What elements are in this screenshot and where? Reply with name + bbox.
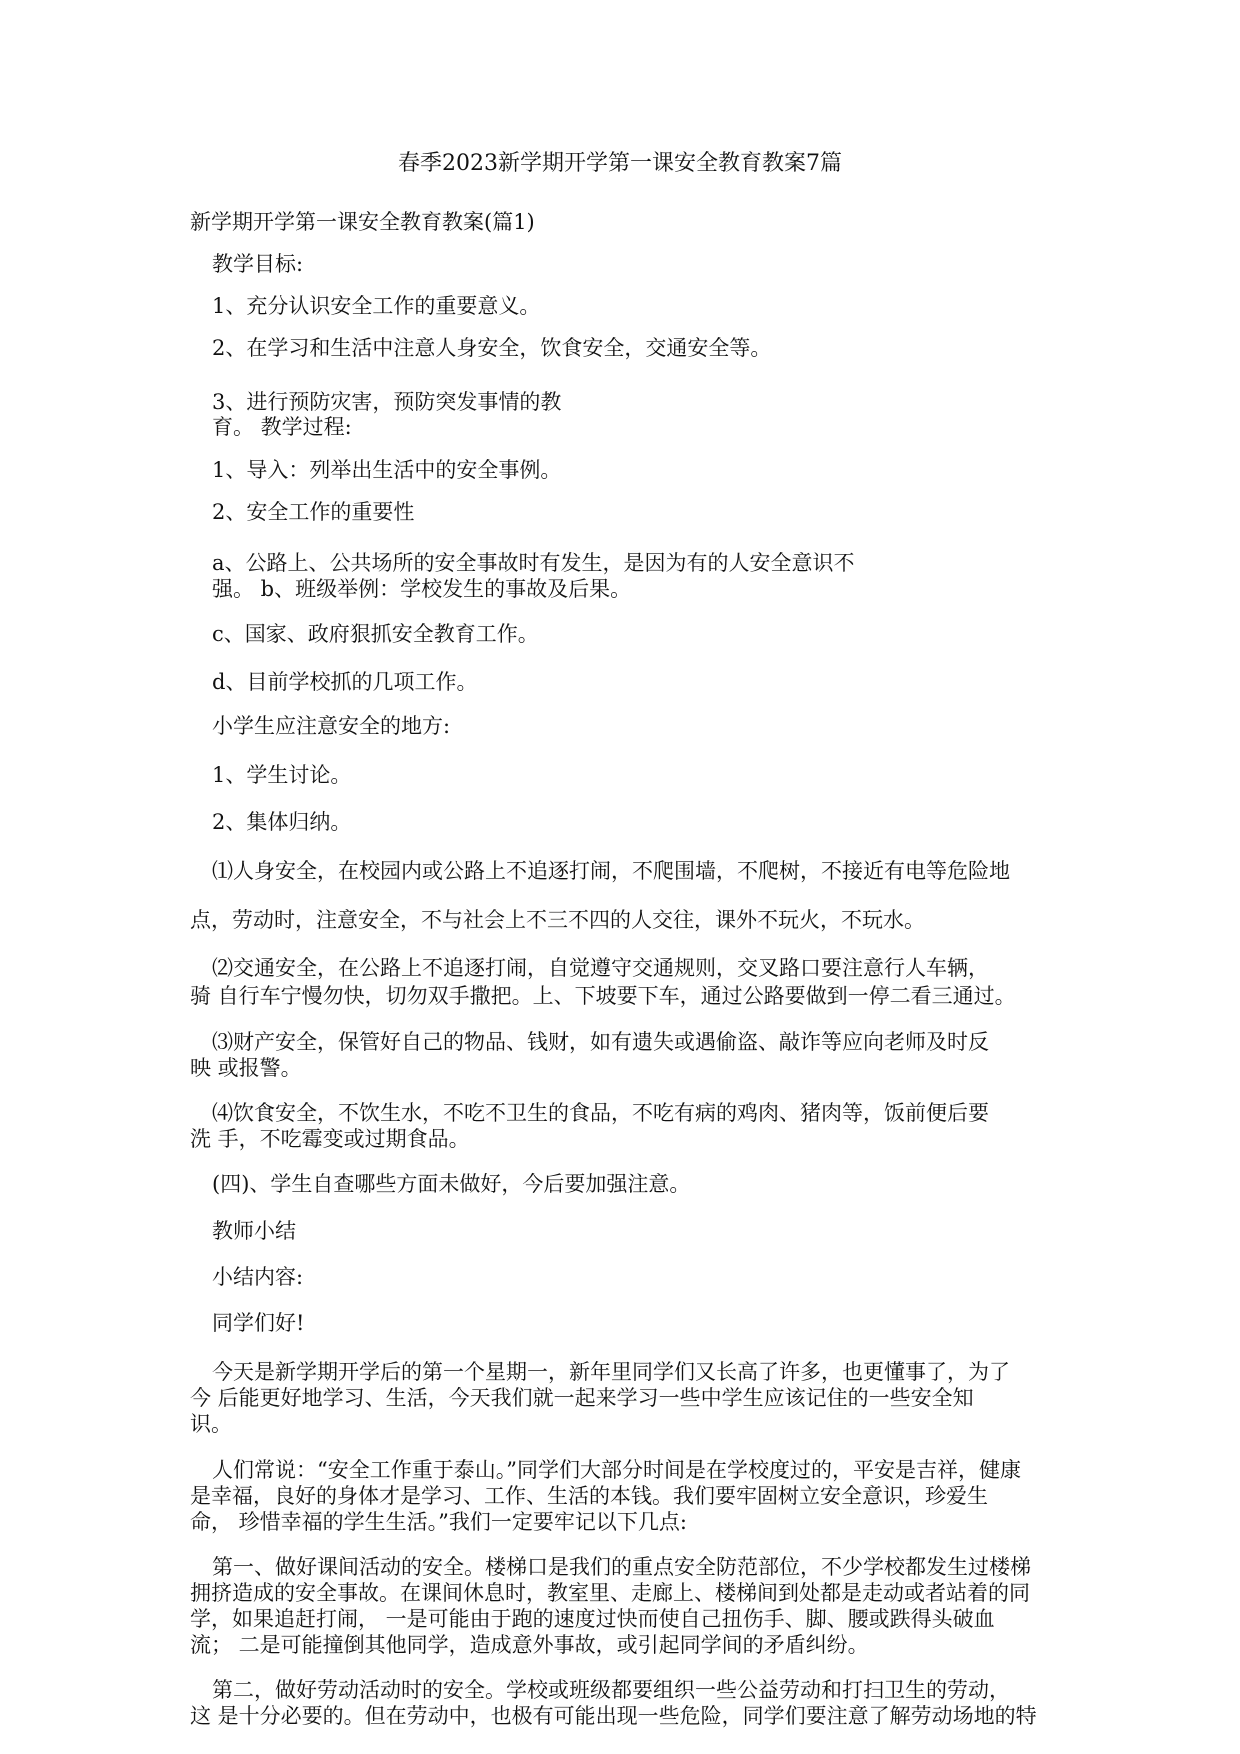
paragraph: 同学们好! bbox=[212, 1311, 305, 1335]
paragraph: 1、学生讨论。 bbox=[212, 763, 352, 787]
section-heading: 新学期开学第一课安全教育教案(篇1) bbox=[190, 210, 535, 234]
paragraph: 拥挤造成的安全事故。在课间休息时，教室里、走廊上、楼梯间到处都是走动或者站着的同 bbox=[190, 1581, 1030, 1605]
paragraph: ⑶财产安全，保管好自己的物品、钱财，如有遗失或遇偷盗、敲诈等应向老师及时反 bbox=[212, 1030, 989, 1054]
paragraph: 是幸福，良好的身体才是学习、工作、生活的本钱。我们要牢固树立安全意识，珍爱生 bbox=[190, 1484, 988, 1508]
paragraph: 学，如果追赶打闹， 一是可能由于跑的速度过快而使自己扭伤手、脚、腰或跌得头破血 bbox=[190, 1607, 995, 1631]
paragraph: 命， 珍惜幸福的学生生活。”我们一定要牢记以下几点: bbox=[190, 1510, 687, 1534]
paragraph: ⑴人身安全，在校园内或公路上不追逐打闹，不爬围墙，不爬树，不接近有电等危险地 bbox=[212, 859, 1010, 883]
paragraph: 教学目标: bbox=[212, 252, 304, 276]
paragraph: ⑷饮食安全，不饮生水，不吃不卫生的食品，不吃有病的鸡肉、猪肉等，饭前便后要 bbox=[212, 1101, 989, 1125]
paragraph: 今天是新学期开学后的第一个星期一，新年里同学们又长高了许多，也更懂事了，为了 bbox=[212, 1360, 1010, 1384]
paragraph: 强。 b、班级举例：学校发生的事故及后果。 bbox=[212, 577, 632, 601]
paragraph: 人们常说：“安全工作重于泰山。”同学们大部分时间是在学校度过的，平安是吉祥，健康 bbox=[212, 1458, 1021, 1482]
paragraph: 洗 手，不吃霉变或过期食品。 bbox=[190, 1127, 470, 1151]
paragraph: (四)、学生自查哪些方面未做好，今后要加强注意。 bbox=[212, 1172, 691, 1196]
paragraph: 点，劳动时，注意安全，不与社会上不三不四的人交往，课外不玩火，不玩水。 bbox=[190, 908, 925, 932]
paragraph: 小结内容: bbox=[212, 1265, 304, 1289]
paragraph: ⑵交通安全，在公路上不追逐打闹，自觉遵守交通规则，交叉路口要注意行人车辆， bbox=[212, 956, 989, 980]
paragraph: 育。 教学过程: bbox=[212, 415, 352, 439]
paragraph: 映 或报警。 bbox=[190, 1056, 302, 1080]
paragraph: 第一、做好课间活动的安全。楼梯口是我们的重点安全防范部位，不少学校都发生过楼梯 bbox=[212, 1555, 1031, 1579]
paragraph: 这 是十分必要的。但在劳动中，也极有可能出现一些危险，同学们要注意了解劳动场地的特 bbox=[190, 1704, 1037, 1728]
paragraph: 流； 二是可能撞倒其他同学，造成意外事故，或引起同学间的矛盾纠纷。 bbox=[190, 1633, 869, 1657]
document-title: 春季2023新学期开学第一课安全教育教案7篇 bbox=[398, 151, 842, 176]
paragraph: 教师小结 bbox=[212, 1219, 296, 1243]
paragraph: 小学生应注意安全的地方: bbox=[212, 714, 451, 738]
paragraph: 1、充分认识安全工作的重要意义。 bbox=[212, 294, 541, 318]
paragraph: 第二，做好劳动活动时的安全。学校或班级都要组织一些公益劳动和打扫卫生的劳动， bbox=[212, 1678, 1010, 1702]
paragraph: 2、在学习和生活中注意人身安全，饮食安全，交通安全等。 bbox=[212, 336, 772, 360]
paragraph: 识。 bbox=[190, 1412, 232, 1436]
paragraph: 骑 自行车宁慢勿快，切勿双手撒把。上、下坡要下车，通过公路要做到一停二看三通过。 bbox=[190, 984, 1016, 1008]
paragraph: 3、进行预防灾害，预防突发事情的教 bbox=[212, 390, 562, 414]
paragraph: 1、导入：列举出生活中的安全事例。 bbox=[212, 458, 562, 482]
paragraph: d、目前学校抓的几项工作。 bbox=[212, 670, 478, 694]
paragraph: 2、集体归纳。 bbox=[212, 810, 352, 834]
paragraph: a、公路上、公共场所的安全事故时有发生，是因为有的人安全意识不 bbox=[212, 551, 855, 575]
paragraph: 今 后能更好地学习、生活，今天我们就一起来学习一些中学生应该记住的一些安全知 bbox=[190, 1386, 974, 1410]
paragraph: 2、安全工作的重要性 bbox=[212, 500, 415, 524]
paragraph: c、国家、政府狠抓安全教育工作。 bbox=[212, 622, 539, 646]
